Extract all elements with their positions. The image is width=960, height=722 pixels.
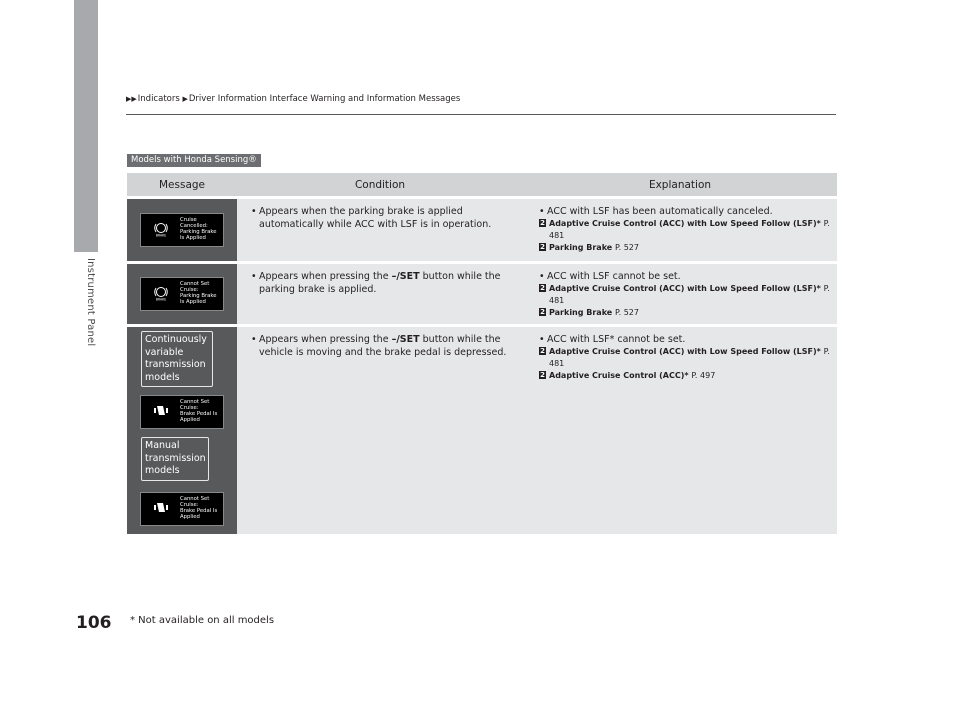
- reference-icon: 2: [540, 219, 545, 227]
- mt-models-label: Manual transmission models: [141, 437, 209, 481]
- header-rule: [126, 114, 836, 115]
- reference-link[interactable]: 2 Adaptive Cruise Control (ACC)* P. 497: [540, 371, 716, 380]
- footnote: * Not available on all models: [130, 615, 275, 626]
- header-condition: Condition: [354, 178, 406, 191]
- display-message: [140, 213, 224, 247]
- condition-text: • Appears when pressing the –/SET button while the vehicle is moving and the brake pedal is depressed.: [251, 333, 517, 359]
- reference-icon: 2: [540, 284, 545, 292]
- brake-warning-icon: [153, 221, 169, 237]
- breadcrumb-indicators[interactable]: Indicators: [137, 94, 180, 104]
- brake-warning-icon: [153, 285, 169, 301]
- message-cell: [127, 327, 237, 534]
- table-row: [127, 264, 837, 324]
- display-message: [140, 492, 224, 526]
- explanation-cell: [523, 199, 837, 261]
- condition-cell: [237, 327, 523, 534]
- reference-link[interactable]: 2 Parking Brake P. 527: [540, 243, 639, 252]
- svg-text:BRAKE: BRAKE: [155, 297, 167, 301]
- arrow-icon: ▶: [182, 95, 188, 103]
- display-message: [140, 277, 224, 311]
- explanation-text: • ACC with LSF cannot be set.: [539, 270, 831, 283]
- header-message: Message: [158, 178, 206, 191]
- display-message: [140, 395, 224, 429]
- cvt-models-label: Continuously variable transmission models: [141, 331, 213, 387]
- reference-link[interactable]: 2 Adaptive Cruise Control (ACC) with Low Speed Follow (LSF)* P. 481: [540, 284, 830, 305]
- svg-text:BRAKE: BRAKE: [155, 233, 167, 237]
- display-text: Cruise Cancelled: Parking Brake Is Applied: [180, 217, 217, 241]
- display-text: Cannot Set Cruise: Brake Pedal Is Applied: [180, 496, 218, 520]
- condition-cell: [237, 199, 523, 261]
- messages-table: [127, 173, 837, 534]
- reference-icon: 2: [540, 308, 545, 316]
- display-text: Cannot Set Cruise: Brake Pedal Is Applied: [180, 399, 218, 423]
- explanation-cell: [523, 264, 837, 324]
- explanation-text: • ACC with LSF has been automatically canceled.: [539, 205, 831, 218]
- model-tag: Models with Honda Sensing®: [127, 154, 261, 167]
- table-row: [127, 199, 837, 261]
- reference-icon: 2: [540, 371, 545, 379]
- message-cell: [127, 199, 237, 261]
- brake-pedal-icon: [153, 500, 169, 516]
- condition-text: • Appears when pressing the –/SET button while the parking brake is applied.: [251, 270, 517, 296]
- breadcrumb-current[interactable]: Driver Information Interface Warning and Information Messages: [188, 94, 461, 104]
- breadcrumb: [126, 94, 460, 104]
- section-tab: [74, 0, 98, 252]
- reference-icon: 2: [540, 347, 545, 355]
- brake-pedal-icon: [153, 403, 169, 419]
- table-header: [127, 173, 837, 196]
- reference-icon: 2: [540, 243, 545, 251]
- reference-link[interactable]: 2 Adaptive Cruise Control (ACC) with Low Speed Follow (LSF)* P. 481: [540, 219, 830, 240]
- header-explanation: Explanation: [648, 178, 712, 191]
- explanation-text: • ACC with LSF* cannot be set.: [539, 333, 831, 346]
- section-label: Instrument Panel: [85, 258, 96, 347]
- reference-link[interactable]: 2 Parking Brake P. 527: [540, 308, 639, 317]
- message-cell: [127, 264, 237, 324]
- display-text: Cannot Set Cruise: Parking Brake Is Applied: [180, 281, 217, 305]
- table-row: [127, 327, 837, 534]
- condition-cell: [237, 264, 523, 324]
- explanation-cell: [523, 327, 837, 534]
- double-arrow-icon: ▶▶: [126, 95, 137, 103]
- condition-text: • Appears when the parking brake is applied automatically while ACC with LSF is in operation.: [251, 205, 517, 231]
- reference-link[interactable]: 2 Adaptive Cruise Control (ACC) with Low Speed Follow (LSF)* P. 481: [540, 347, 830, 368]
- page-number: 106: [76, 613, 112, 633]
